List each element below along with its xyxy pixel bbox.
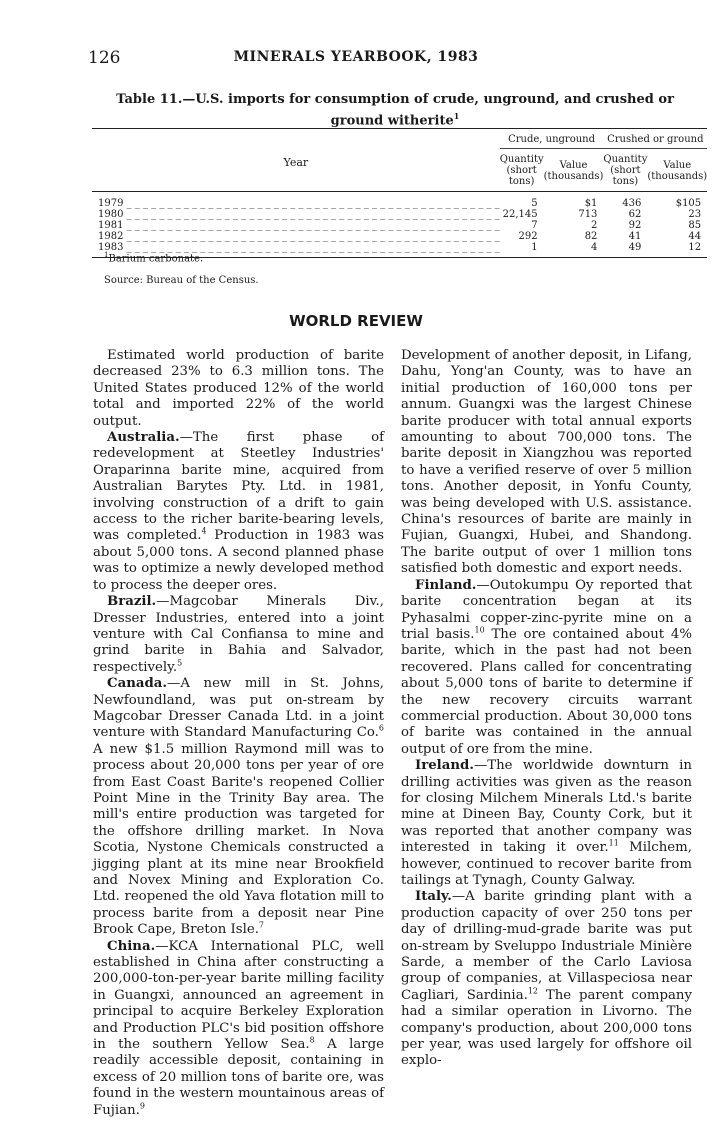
crude-unground-header: Crude, unground [500, 129, 604, 149]
footnote-ref: 9 [139, 1101, 145, 1111]
crude-value-cell: 713 [578, 209, 598, 220]
footnote-ref: 11 [608, 838, 619, 848]
country-heading: Italy. [415, 889, 452, 905]
year-cell: 1979 _ _ _ _ _ _ _ _ _ _ _ _ _ _ _ _ _ _ _ _ _ _ _ _ _ _ _ _ _ _ _ _ _ _ _ _ _ _ _ _ _ _ _ _ _ _ [98, 198, 500, 209]
country-heading: Canada. [107, 676, 168, 692]
crushed-quantity-cell: 436 [622, 198, 642, 209]
table-title-note: 1 [453, 111, 460, 121]
year-cell: 1982 _ _ _ _ _ _ _ _ _ _ _ _ _ _ _ _ _ _ _ _ _ _ _ _ _ _ _ _ _ _ _ _ _ _ _ _ _ _ _ _ _ _ _ _ _ _ [98, 231, 500, 242]
table-source: Source: Bureau of the Census. [104, 275, 259, 286]
crushed-ground-header: Crushed or ground [603, 129, 707, 149]
crushed-value-cell: 23 [688, 209, 702, 220]
paragraph-australia: Australia.—The first phase of redevelopment at Steetley Industries' Oraparinna barite mine, acquired from Australian Barytes Pty. Ltd. in 1981, involving construction of a drift to gain access to the richer barite-bearing levels, was completed.$^4$ Production in 1983 was about 5,000 tons. A second planned phase was to optimize a newly developed method to process the deeper ores. [93, 430, 384, 593]
crude-quantity-cell: 7 [531, 220, 538, 231]
crushed-quantity-cell: 49 [603, 242, 647, 258]
crude-value-cell: 4 [544, 242, 604, 258]
footnote-ref: 6 [378, 723, 384, 733]
paragraph-canada: Canada.—A new mill in St. Johns, Newfoundland, was put on-stream by Magcobar Dresser Canada Ltd. in a joint venture with Standard Manufacturing Co.$^6$ A new $1.5 million Raymond mill was to process about 20,000 tons per year of ore from East Coast Barite's reopened Collier Point Mine in the Trinity Bay area. The mill's entire production was targeted for the offshore drilling market. In Nova Scotia, Nystone Chemicals constructed a jigging plant at its mine near Brookfield and Novex Mining and Exploration Co. Ltd. reopened the old Yava flotation mill to process barite from a deposit near Pine Brook Cape, Breton Isle.$^7$ [93, 676, 384, 938]
paragraph-intro: Estimated world production of barite decreased 23% to 6.3 million tons. The United States produced 12% of the world total and imported 22% of the world output. [93, 348, 384, 429]
crushed-value-cell: 12 [647, 242, 707, 258]
crude-value-cell: 2 [591, 220, 598, 231]
crushed-value-cell: 85 [688, 220, 702, 231]
crude-quantity-cell: 292 [518, 231, 538, 242]
footnote-ref: 5 [177, 658, 183, 668]
right-column [401, 348, 692, 1078]
crude-quantity-cell: 5 [531, 198, 538, 209]
crushed-quantity-cell: 92 [628, 220, 642, 231]
table-row [92, 209, 707, 220]
table-row [92, 220, 707, 231]
footnote-ref: 10 [474, 625, 485, 635]
year-cell: 1980 _ _ _ _ _ _ _ _ _ _ _ _ _ _ _ _ _ _ _ _ _ _ _ _ _ _ _ _ _ _ _ _ _ _ _ _ _ _ _ _ _ _ _ _ _ _ [98, 209, 500, 220]
crude-value-cell: $1 [584, 198, 598, 209]
year-header: Year [92, 129, 500, 192]
crude-quantity-cell: 1 [500, 242, 544, 258]
paragraph-china: China.—KCA International PLC, well established in China after constructing a 200,000-ton-per-year barite milling facility in Guangxi, announced an agreement in principal to acquire Berkeley Exploration and Production PLC's bid position offshore in the southern Yellow Sea.$^8$ A large readily accessible deposit, containing in excess of 20 million tons of barite ore, was found in the western mountainous areas of Fujian.$^9$ [93, 938, 384, 1118]
year-cell: 1983 _ _ _ _ _ _ _ _ _ _ _ _ _ _ _ _ _ _ _ _ _ _ _ _ _ _ _ _ _ _ _ _ _ _ _ _ _ _ _ _ _ _ _ _ _ _ [92, 242, 500, 258]
running-head: MINERALS YEARBOOK, 1983 [233, 49, 479, 65]
crude-quantity-header: Quantity (short tons) [500, 149, 544, 192]
paragraph-ireland: Ireland.—The worldwide downturn in drilling activities was given as the reason for closing Milchem Minerals Ltd.'s barite mine at Dineen Bay, County Cork, but it was reported that another company was interested in taking it over.$^{11}$ Milchem, however, continued to recover barite from tailings at Tynagh, County Galway. [401, 758, 692, 888]
footnote-ref: 7 [258, 920, 265, 930]
crude-value-cell: 82 [584, 231, 598, 242]
section-heading: WORLD REVIEW [289, 312, 423, 330]
crushed-quantity-cell: 41 [628, 231, 642, 242]
imports-table [92, 128, 708, 258]
crude-quantity-cell: 22,145 [502, 209, 538, 220]
country-heading: Australia. [107, 430, 180, 446]
paragraph-italy: Italy.—A barite grinding plant with a production capacity of over 250 tons per day of drilling-mud-grade barite was put on-stream by Sveluppo Industriale Minière Sarde, a member of the Carlo Laviosa group of companies, at Villaspeciosa near Cagliari, Sardinia.$^{12}$ The parent company had a similar operation in Livorno. The company's production, about 200,000 tons per year, was used largely for offshore oil explo- [401, 889, 692, 1069]
footnote-ref: 4 [201, 527, 207, 537]
country-heading: China. [107, 938, 156, 954]
country-heading: Brazil. [107, 594, 157, 610]
table-footnote [104, 251, 684, 264]
crushed-value-cell: 44 [688, 231, 702, 242]
table-row [92, 192, 707, 210]
table-title-text: Table 11.—U.S. imports for consumption of crude, unground, and crushed or ground witherite [116, 92, 674, 129]
footnote-mark: 1 [104, 251, 109, 259]
paragraph-finland: Finland.—Outokumpu Oy reported that barite concentration began at its Pyhasalmi copper-zinc-pyrite mine on a trial basis.$^{10}$ The ore contained about 4% barite, which in the past had not been recovered. Plans called for concentrating about 5,000 tons of barite to determine if the new recovery circuits warrant commercial production. About 30,000 tons of barite was contained in the annual output of ore from the mine. [401, 577, 692, 757]
crude-value-header: Value (thousands) [544, 149, 604, 192]
crushed-value-cell: $105 [675, 198, 702, 209]
page-number: 126 [88, 48, 121, 68]
table-row [92, 231, 707, 242]
country-heading: Ireland. [415, 758, 474, 774]
footnote-text: Barium carbonate. [108, 253, 204, 265]
footnote-ref: 8 [309, 1035, 315, 1045]
year-cell: 1981 _ _ _ _ _ _ _ _ _ _ _ _ _ _ _ _ _ _ _ _ _ _ _ _ _ _ _ _ _ _ _ _ _ _ _ _ _ _ _ _ _ _ _ _ _ _ [98, 220, 500, 231]
crushed-value-header: Value (thousands) [647, 149, 707, 192]
table-title [100, 92, 690, 129]
crushed-quantity-cell: 62 [628, 209, 642, 220]
paragraph-china-continued: Development of another deposit, in Lifang, Dahu, Yong'an County, was to have an initial production of 160,000 tons per annum. Guangxi was the largest Chinese barite producer with total annual exports amounting to about 700,000 tons. The barite deposit in Xiangzhou was reported to have a verified reserve of over 5 million tons. Another deposit, in Yonfu County, was being developed with U.S. assistance. China's resources of barite are mainly in Fujian, Guangxi, Hubei, and Shandong. The barite output of over 1 million tons satisfied both domestic and export needs. [401, 348, 692, 577]
left-column [93, 348, 384, 1118]
country-heading: Finland. [415, 577, 477, 593]
footnote-ref: 12 [527, 986, 539, 996]
crushed-quantity-header: Quantity (short tons) [603, 149, 647, 192]
paragraph-brazil: Brazil.—Magcobar Minerals Div., Dresser Industries, entered into a joint venture with Cal Confiansa to mine and grind barite in Bahia and Salvador, respectively.$^5$ [93, 594, 384, 675]
